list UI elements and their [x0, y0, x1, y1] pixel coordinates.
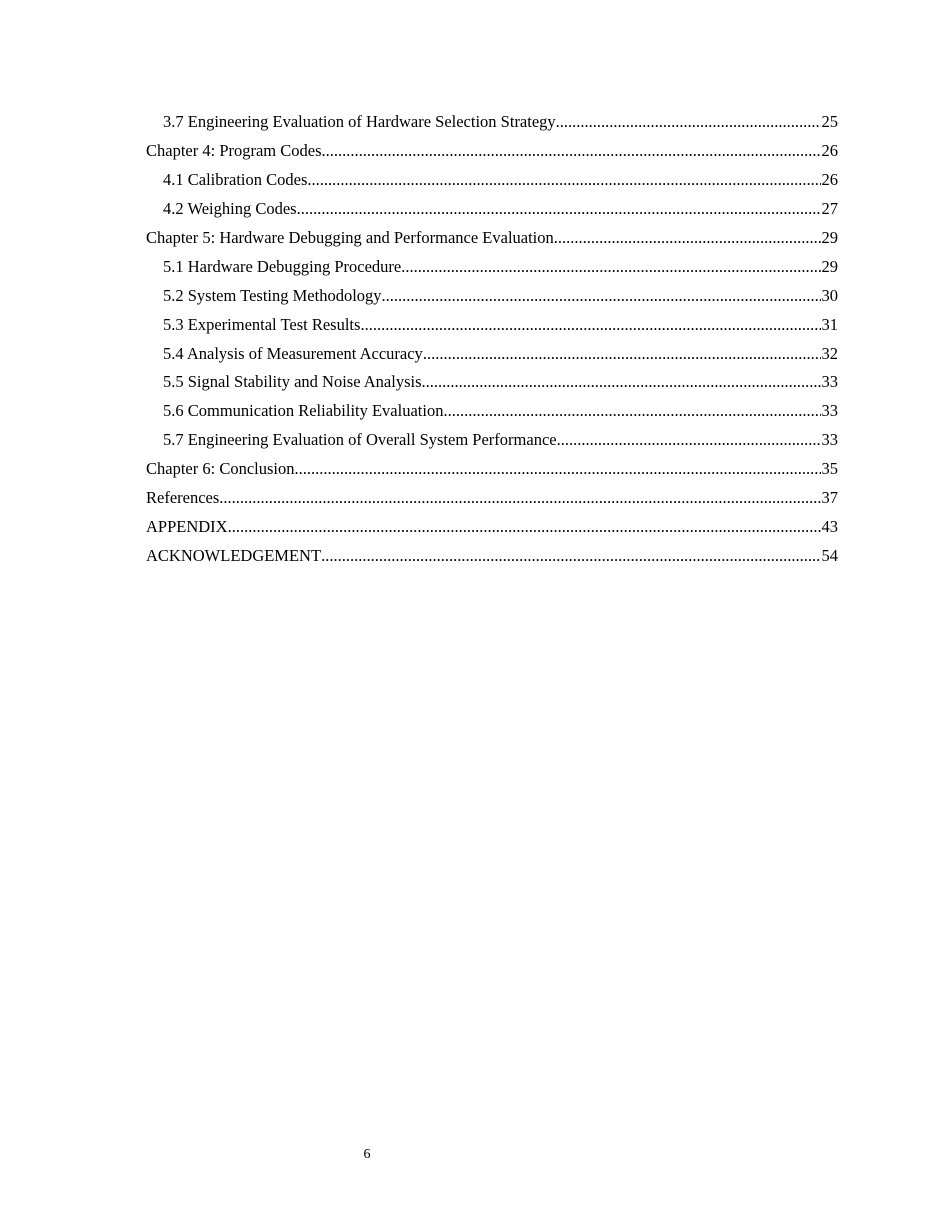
toc-entry[interactable]: [146, 340, 838, 369]
toc-entry-page: 33: [821, 372, 838, 392]
toc-entry[interactable]: [146, 108, 838, 137]
table-of-contents: [146, 108, 838, 571]
toc-entry[interactable]: [146, 137, 838, 166]
toc-entry-title: Chapter 5: Hardware Debugging and Performance Evaluation: [146, 227, 554, 247]
toc-entry-page: 31: [821, 314, 838, 334]
toc-entry-title: References: [146, 488, 220, 508]
toc-entry-title: 5.2 System Testing Methodology: [163, 285, 382, 305]
toc-entry[interactable]: [146, 282, 838, 311]
page-number: 6: [363, 1147, 371, 1162]
toc-dot-leader: [423, 340, 821, 369]
toc-dot-leader: [228, 513, 821, 542]
toc-dot-leader: [294, 455, 820, 484]
toc-entry[interactable]: [146, 253, 838, 282]
toc-dot-leader: [382, 282, 821, 311]
toc-entry-page: 37: [821, 488, 838, 508]
toc-entry[interactable]: [146, 484, 838, 513]
toc-dot-leader: [219, 484, 820, 513]
toc-entry-title: ACKNOWLEDGEMENT: [146, 546, 322, 566]
toc-entry-page: 30: [821, 285, 838, 305]
toc-entry-title: APPENDIX: [146, 517, 228, 537]
toc-entry[interactable]: [146, 195, 838, 224]
toc-entry-page: 26: [821, 140, 838, 160]
toc-entry-title: 4.1 Calibration Codes: [163, 169, 308, 189]
toc-entry-page: 27: [821, 198, 838, 218]
toc-entry[interactable]: [146, 542, 838, 571]
toc-entry-title: 5.5 Signal Stability and Noise Analysis: [163, 372, 422, 392]
toc-entry-title: 5.1 Hardware Debugging Procedure: [163, 256, 402, 276]
toc-entry[interactable]: [146, 397, 838, 426]
toc-dot-leader: [322, 137, 821, 166]
toc-entry-page: 25: [821, 112, 838, 131]
toc-dot-leader: [401, 253, 820, 282]
toc-entry[interactable]: [146, 224, 838, 253]
toc-entry-page: 32: [821, 343, 838, 363]
toc-entry[interactable]: [146, 426, 838, 455]
toc-dot-leader: [557, 426, 821, 455]
toc-entry-page: 26: [821, 169, 838, 189]
toc-dot-leader: [307, 166, 820, 195]
toc-entry[interactable]: [146, 368, 838, 397]
toc-entry-page: 29: [821, 227, 838, 247]
toc-dot-leader: [360, 311, 820, 340]
toc-entry-title: 4.2 Weighing Codes: [163, 198, 297, 218]
toc-entry[interactable]: [146, 513, 838, 542]
toc-dot-leader: [443, 397, 820, 426]
toc-entry-title: 5.7 Engineering Evaluation of Overall System Performance: [163, 430, 557, 450]
toc-entry-page: 33: [821, 430, 838, 450]
toc-entry-page: 35: [821, 459, 838, 479]
toc-entry-page: 33: [821, 401, 838, 421]
toc-entry-title: 5.6 Communication Reliability Evaluation: [163, 401, 444, 421]
toc-entry[interactable]: [146, 166, 838, 195]
toc-dot-leader: [422, 368, 821, 397]
toc-entry-title: 5.3 Experimental Test Results: [163, 314, 361, 334]
toc-entry[interactable]: [146, 311, 838, 340]
toc-entry[interactable]: [146, 455, 838, 484]
toc-entry-title: Chapter 6: Conclusion: [146, 459, 295, 479]
toc-entry-page: 54: [821, 546, 838, 566]
toc-dot-leader: [321, 542, 820, 571]
toc-dot-leader: [556, 108, 821, 137]
toc-entry-page: 29: [821, 256, 838, 276]
toc-entry-page: 43: [821, 517, 838, 537]
toc-dot-leader: [297, 195, 821, 224]
toc-dot-leader: [554, 224, 821, 253]
toc-entry-title: Chapter 4: Program Codes: [146, 140, 322, 160]
toc-entry-title: 5.4 Analysis of Measurement Accuracy: [163, 343, 423, 363]
toc-entry-title: 3.7 Engineering Evaluation of Hardware Selection Strategy: [163, 112, 556, 131]
